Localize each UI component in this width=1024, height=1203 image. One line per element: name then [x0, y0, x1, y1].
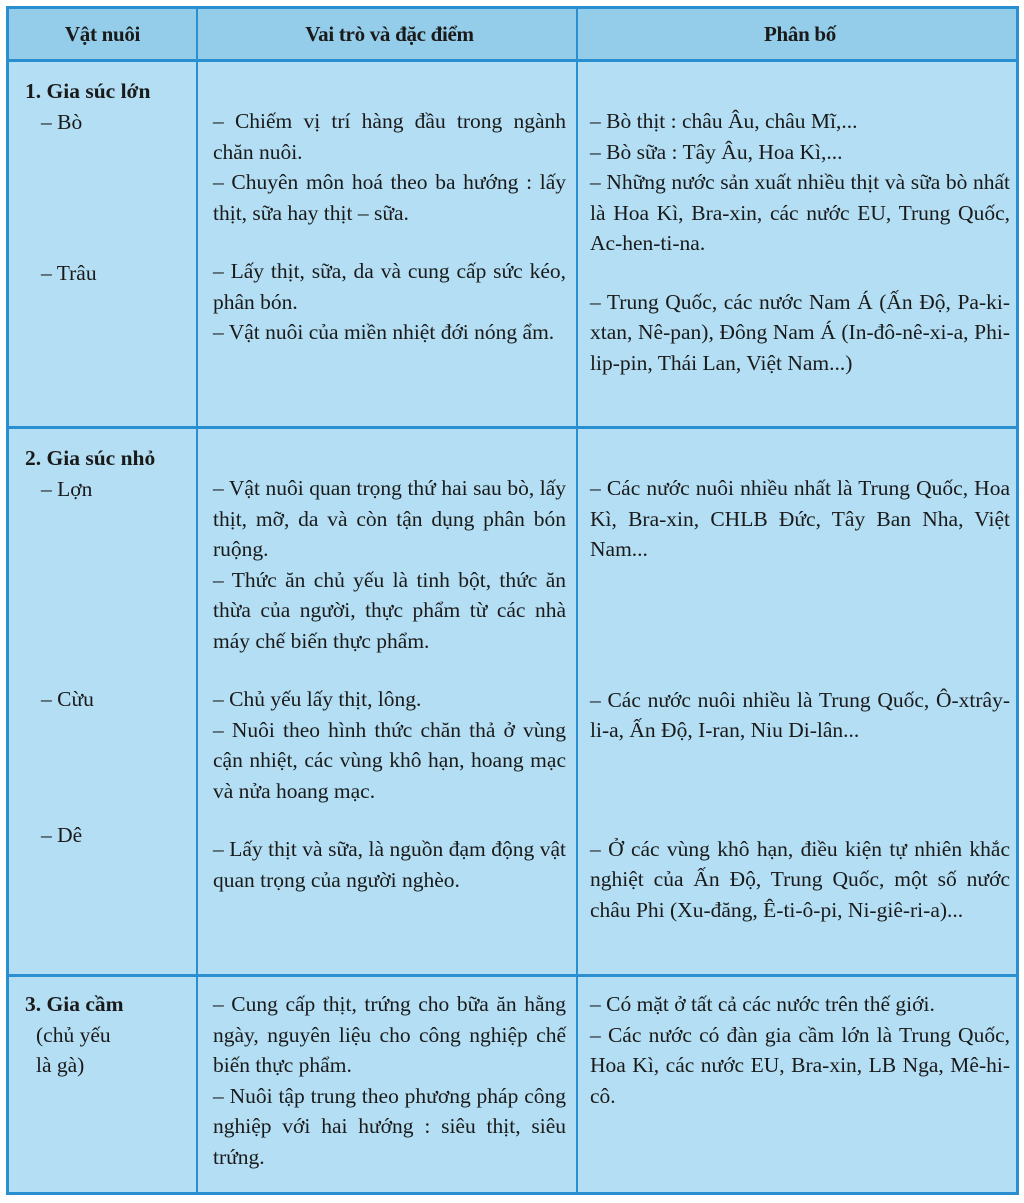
group-title: 1. Gia súc lớn: [25, 79, 151, 103]
group-title: 2. Gia súc nhỏ: [25, 446, 156, 470]
role-pig-2: – Thức ăn chủ yếu là tinh bột, thức ăn thừa của người, thực phẩm từ các nhà máy chế biến thực phẩm.: [213, 567, 566, 653]
animal-cell: [9, 429, 198, 974]
role-pig-1: – Vật nuôi quan trọng thứ hai sau bò, lấy thịt, mỡ, da và còn tận dụng phân bón ruộng.: [213, 476, 566, 561]
animal-name-buffalo: – Trâu: [41, 261, 97, 285]
dist-poultry-1: – Có mặt ở tất cả các nước trên thế giới.: [590, 992, 935, 1016]
animal-name-pig: – Lợn: [41, 476, 93, 501]
role-cattle-1: – Chiếm vị trí hàng đầu trong ngành chăn nuôi.: [213, 109, 566, 164]
poultry-subtitle-1: (chủ yếu: [36, 1022, 111, 1047]
role-cell: [198, 977, 578, 1192]
livestock-table: [6, 6, 1019, 1195]
group-row-small-livestock: [9, 426, 1016, 974]
animal-name-cattle: – Bò: [41, 109, 83, 134]
header-animal: Vật nuôi: [9, 9, 198, 59]
role-buffalo-1: – Lấy thịt, sữa, da và cung cấp sức kéo, phân bón.: [213, 259, 566, 314]
dist-poultry-2: – Các nước có đàn gia cầm lớn là Trung Quốc, Hoa Kì, các nước EU, Bra-xin, LB Nga, Mê-hi-cô.: [590, 1022, 1010, 1108]
role-poultry-2: – Nuôi tập trung theo phương pháp công nghiệp với hai hướng : siêu thịt, siêu trứng.: [213, 1083, 566, 1169]
header-distribution: Phân bố: [763, 22, 836, 46]
animal-cell: [9, 62, 198, 426]
dist-goat-1: – Ở các vùng khô hạn, điều kiện tự nhiên khắc nghiệt của Ấn Độ, Trung Quốc, một số nước châu Phi (Xu-đăng, Ê-ti-ô-pi, Ni-giê-ri-a)...: [590, 836, 1010, 922]
dist-pig-1: – Các nước nuôi nhiều nhất là Trung Quốc, Hoa Kì, Bra-xin, CHLB Đức, Tây Ban Nha, Việt Nam...: [590, 476, 1010, 561]
group-title: 3. Gia cầm: [25, 992, 124, 1016]
distribution-cell: [578, 977, 1016, 1192]
role-sheep-1: – Chủ yếu lấy thịt, lông.: [213, 687, 422, 711]
role-sheep-2: – Nuôi theo hình thức chăn thả ở vùng cận nhiệt, các vùng khô hạn, hoang mạc và nửa hoang mạc.: [213, 717, 566, 803]
role-buffalo-2: – Vật nuôi của miền nhiệt đới nóng ẩm.: [213, 320, 555, 344]
group-row-large-livestock: [9, 59, 1016, 426]
dist-sheep-1: – Các nước nuôi nhiều là Trung Quốc, Ô-xtrây-li-a, Ấn Độ, I-ran, Niu Di-lân...: [590, 687, 1010, 742]
role-poultry-1: – Cung cấp thịt, trứng cho bữa ăn hằng ngày, nguyên liệu cho công nghiệp chế biến thực phẩm.: [213, 992, 566, 1077]
distribution-cell: [578, 62, 1016, 426]
table-header-row: [9, 9, 1016, 59]
group-row-poultry: [9, 974, 1016, 1192]
header-role: Vai trò và đặc điểm: [198, 9, 578, 59]
dist-cattle-2: – Bò sữa : Tây Âu, Hoa Kì,...: [590, 139, 843, 164]
dist-cattle-3: – Những nước sản xuất nhiều thịt và sữa bò nhất là Hoa Kì, Bra-xin, các nước EU, Trung Quốc, Ac-hen-ti-na.: [590, 170, 1010, 255]
animal-name-sheep: – Cừu: [41, 687, 94, 711]
dist-cattle-1: – Bò thịt : châu Âu, châu Mĩ,...: [590, 109, 858, 133]
dist-buffalo-1: – Trung Quốc, các nước Nam Á (Ấn Độ, Pa-ki-xtan, Nê-pan), Đông Nam Á (In-đô-nê-xi-a, Phi-lip-pin, Thái Lan, Việt Nam...): [590, 289, 1010, 375]
role-cell: [198, 429, 578, 974]
role-goat-1: – Lấy thịt và sữa, là nguồn đạm động vật quan trọng của người nghèo.: [213, 837, 566, 892]
role-cell: [198, 62, 578, 426]
animal-cell: [9, 977, 198, 1192]
role-cattle-2: – Chuyên môn hoá theo ba hướng : lấy thịt, sữa hay thịt – sữa.: [213, 170, 566, 225]
poultry-subtitle-2: là gà): [36, 1053, 85, 1077]
distribution-cell: [578, 429, 1016, 974]
animal-name-goat: – Dê: [41, 822, 83, 847]
